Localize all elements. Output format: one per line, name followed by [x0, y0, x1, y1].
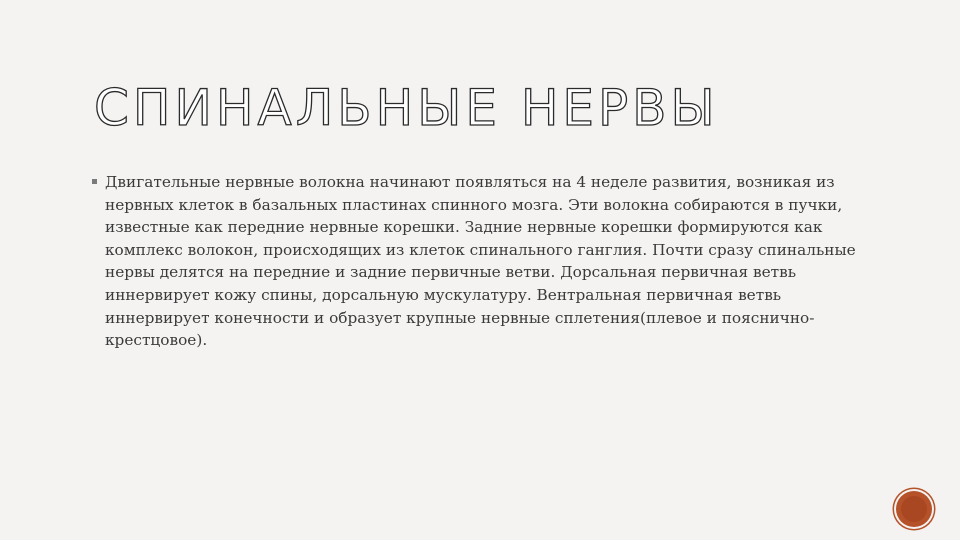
square-bullet-icon — [92, 179, 97, 184]
bullet-text: Двигательные нервные волокна начинают появляться на 4 неделе развития, возникая из нервных клеток в базальных пластинах спинного мозга. Эти волокна собираются в пучки, известные как передние нервные корешки. Задние нервные корешки формируются как комплекс волокон, происходящих из клеток спинального ганглия. Почти сразу спинальные нервы делятся на передние и задние первичные ветви. Дорсальная первичная ветвь иннервирует кожу спины, дорсальную мускулатуру. Вентральная первичная ветвь иннервирует конечности и образует крупные нервные сплетения(плевое и пояснично-крестцовое). — [105, 173, 856, 350]
slide-title: СПИНАЛЬНЫЕ НЕРВЫ — [94, 79, 719, 137]
badge-inner-circle — [901, 496, 927, 522]
bullet-list — [92, 171, 862, 352]
slide-badge-icon — [896, 491, 932, 527]
bullet-item — [92, 171, 862, 352]
